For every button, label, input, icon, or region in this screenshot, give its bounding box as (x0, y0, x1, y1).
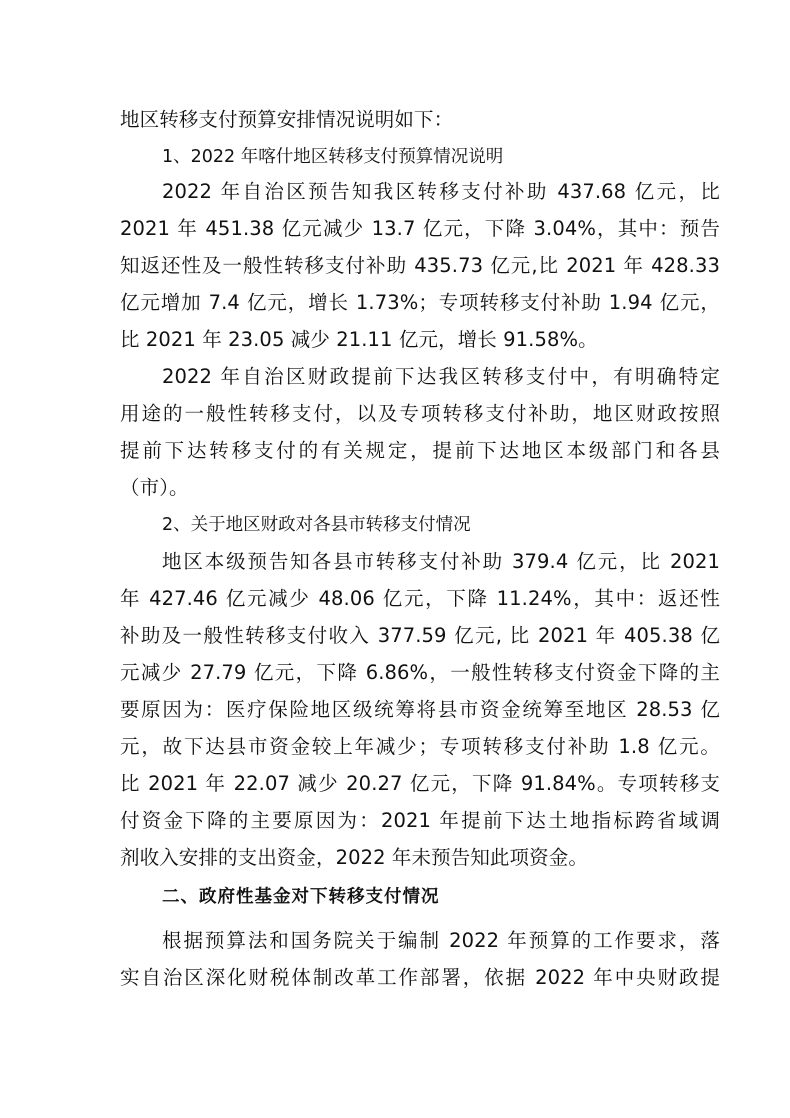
paragraph-line: 地区转移支付预算安排情况说明如下： (120, 108, 454, 131)
paragraph-line: 比 2021 年 23.05 减少 21.11 亿元，增长 91.58%。 (120, 328, 598, 351)
paragraph-line: 付资金下降的主要原因为：2021 年提前下达土地指标跨省域调 (120, 809, 720, 832)
paragraph-line: 剂收入安排的支出资金，2022 年未预告知此项资金。 (120, 846, 588, 869)
paragraph-line: 2021 年 451.38 亿元减少 13.7 亿元，下降 3.04%，其中：预告 (120, 217, 720, 240)
paragraph-line: 元减少 27.79 亿元，下降 6.86%，一般性转移支付资金下降的主 (120, 661, 720, 684)
paragraph-line: 要原因为：医疗保险地区级统筹将县市资金统筹至地区 28.53 亿 (120, 698, 720, 721)
paragraph-line: 年 427.46 亿元减少 48.06 亿元，下降 11.24%，其中：返还性 (120, 587, 720, 610)
paragraph-line: （市）。 (120, 476, 189, 499)
paragraph-line: 元，故下达县市资金较上年减少；专项转移支付补助 1.8 亿元。 (120, 735, 720, 758)
section-heading: 二、政府性基金对下转移支付情况 (162, 887, 440, 907)
paragraph-line: 用途的一般性转移支付，以及专项转移支付补助，地区财政按照 (120, 402, 720, 425)
paragraph-line: 实自治区深化财税体制改革工作部署，依据 2022 年中央财政提 (120, 966, 720, 989)
paragraph-line: 提前下达转移支付的有关规定，提前下达地区本级部门和各县 (120, 439, 720, 462)
subheading-1: 1、2022 年喀什地区转移支付预算情况说明 (162, 147, 504, 167)
paragraph-line: 地区本级预告知各县市转移支付补助 379.4 亿元，比 2021 (162, 550, 720, 573)
paragraph-line: 亿元增加 7.4 亿元，增长 1.73%；专项转移支付补助 1.94 亿元， (120, 291, 720, 314)
paragraph-line: 2022 年自治区预告知我区转移支付补助 437.68 亿元，比 (162, 180, 720, 203)
paragraph-line: 知返还性及一般性转移支付补助 435.73 亿元,比 2021 年 428.33 (120, 254, 720, 277)
paragraph-line: 2022 年自治区财政提前下达我区转移支付中，有明确特定 (162, 365, 720, 388)
paragraph-line: 比 2021 年 22.07 减少 20.27 亿元，下降 91.84%。专项转移支 (120, 772, 720, 795)
subheading-2: 2、关于地区财政对各县市转移支付情况 (162, 515, 471, 535)
paragraph-line: 补助及一般性转移支付收入 377.59 亿元, 比 2021 年 405.38 亿 (120, 624, 720, 647)
paragraph-line: 根据预算法和国务院关于编制 2022 年预算的工作要求，落 (162, 929, 720, 952)
